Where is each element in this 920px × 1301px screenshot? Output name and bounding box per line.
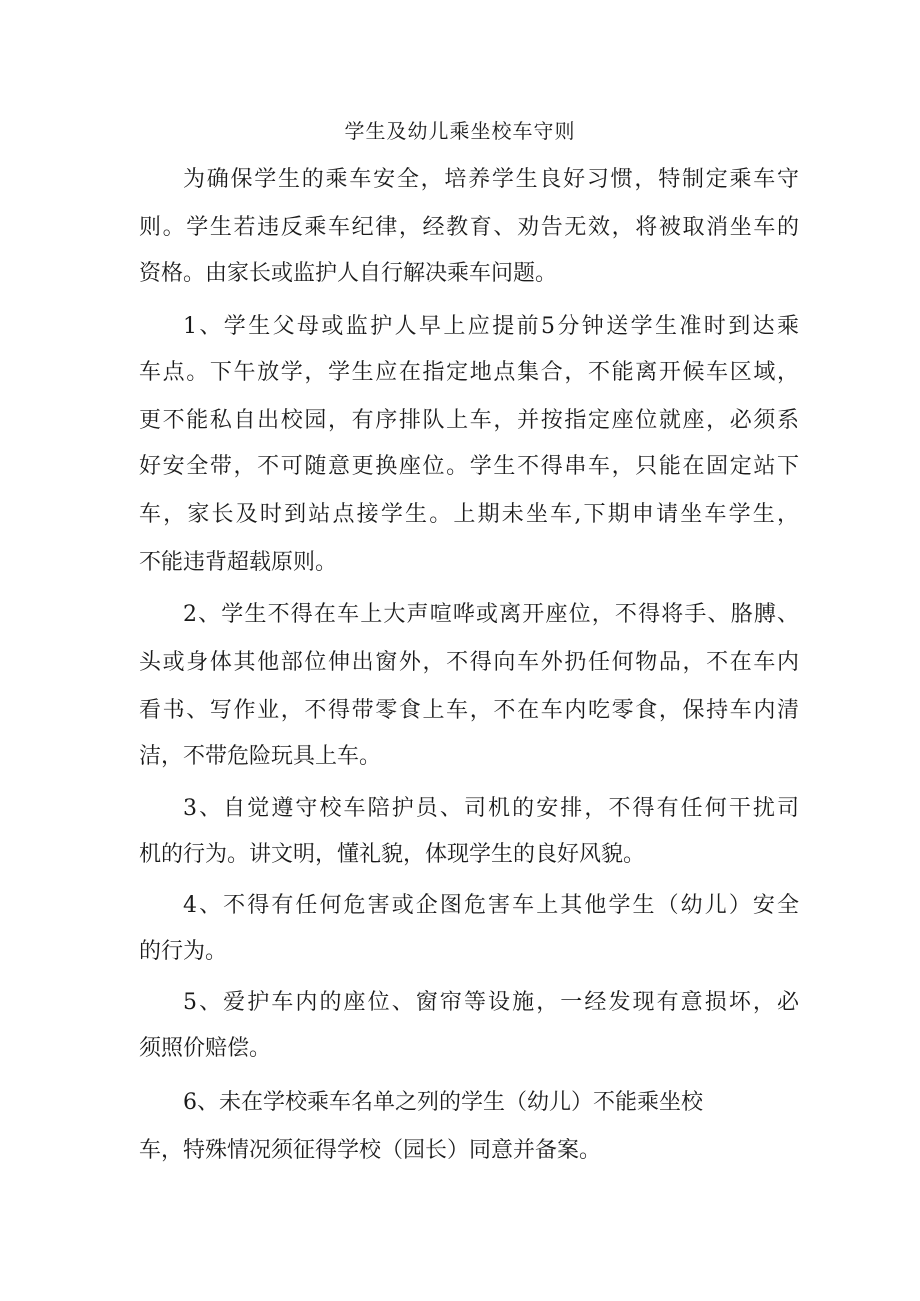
body-line: 更不能私自出校园，有序排队上车，并按指定座位就座，必须系	[139, 408, 799, 433]
body-line: 的行为。	[139, 939, 228, 964]
body-line: 为确保学生的乘车安全，培养学生良好习惯，特制定乘车守	[183, 167, 799, 192]
body-line: 车，特殊情况须征得学校（园长）同意并备案。	[139, 1138, 602, 1163]
body-line: 4、不得有任何危害或企图危害车上其他学生（幼儿）安全	[183, 893, 799, 918]
body-line: 头或身体其他部位伸出窗外，不得向车外扔任何物品，不在车内	[139, 650, 799, 675]
body-line: 车，家长及时到站点接学生。上期未坐车,下期申请坐车学生，	[139, 502, 799, 527]
body-line: 不能违背超载原则。	[139, 550, 338, 575]
body-line: 须照价赔偿。	[139, 1036, 272, 1061]
body-line: 车点。下午放学，学生应在指定地点集合，不能离开候车区域，	[139, 360, 799, 385]
body-line: 好安全带，不可随意更换座位。学生不得串车，只能在固定站下	[139, 454, 799, 479]
body-line: 看书、写作业，不得带零食上车，不在车内吃零食，保持车内清	[139, 698, 799, 723]
body-line: 则。学生若违反乘车纪律，经教育、劝告无效，将被取消坐车的	[139, 215, 799, 240]
body-line: 3、自觉遵守校车陪护员、司机的安排，不得有任何干扰司	[183, 796, 799, 821]
body-line: 5、爱护车内的座位、窗帘等设施，一经发现有意损坏，必	[183, 990, 799, 1015]
body-line: 资格。由家长或监护人自行解决乘车问题。	[139, 261, 558, 286]
document-title: 学生及幼儿乘坐校车守则	[344, 119, 576, 143]
body-line: 机的行为。讲文明，懂礼貌，体现学生的良好风貌。	[139, 842, 646, 867]
body-line: 洁，不带危险玩具上车。	[139, 744, 382, 769]
body-line: 6、未在学校乘车名单之列的学生（幼儿）不能乘坐校	[183, 1090, 703, 1115]
body-line: 2、学生不得在车上大声喧哗或离开座位，不得将手、胳膊、	[183, 602, 799, 627]
body-line: 1、学生父母或监护人早上应提前5分钟送学生准时到达乘	[183, 314, 799, 339]
